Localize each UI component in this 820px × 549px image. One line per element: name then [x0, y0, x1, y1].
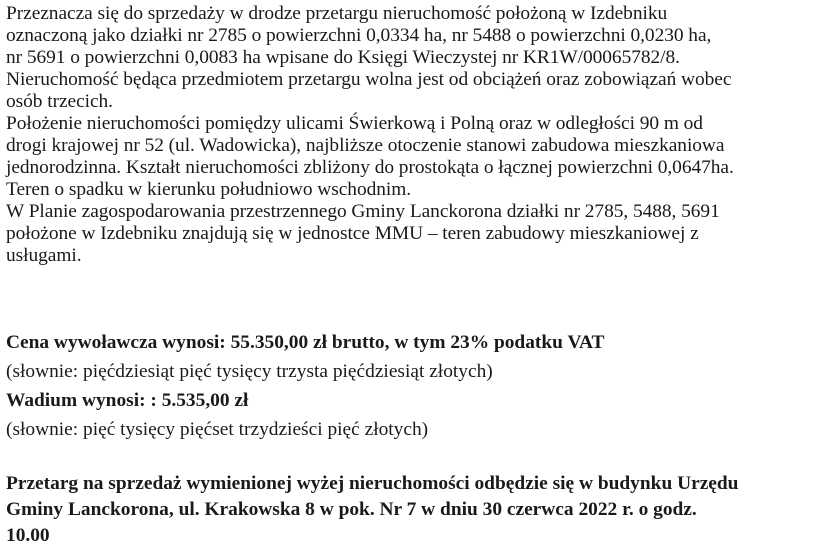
text-line: W Planie zagospodarowania przestrzennego Gminy Lanckorona działki nr 2785, 5488, 5691 — [6, 201, 720, 222]
deposit-in-words: (słownie: pięć tysięcy pięćset trzydzieści pięć złotych) — [6, 419, 429, 440]
deposit-amount: Wadium wynosi: : 5.535,00 zł — [6, 390, 249, 411]
starting-price-in-words: (słownie: pięćdziesiąt pięć tysięcy trzysta pięćdziesiąt złotych) — [6, 361, 493, 382]
auction-text-line: 10.00 — [6, 525, 50, 546]
property-location-paragraph — [6, 3, 818, 113]
starting-price: Cena wywoławcza wynosi: 55.350,00 zł brutto, w tym 23% podatku VAT — [6, 332, 605, 353]
property-surroundings-paragraph — [6, 113, 818, 201]
text-line: Przeznacza się do sprzedaży w drodze przetargu nieruchomość położoną w Izdebniku — [6, 3, 668, 24]
text-line: Teren o spadku w kierunku południowo wschodnim. — [6, 179, 412, 200]
text-line: nr 5691 o powierzchni 0,0083 ha wpisane do Księgi Wieczystej nr KR1W/00065782/8. — [6, 47, 680, 68]
text-line: drogi krajowej nr 52 (ul. Wadowicka), najbliższe otoczenie stanowi zabudowa mieszkaniowa — [6, 135, 725, 156]
auction-text-line: Przetarg na sprzedaż wymienionej wyżej nieruchomości odbędzie się w budynku Urzędu — [6, 473, 739, 494]
zoning-plan-paragraph — [6, 201, 818, 267]
property-description — [6, 3, 818, 267]
text-line: osób trzecich. — [6, 91, 113, 112]
text-line: położone w Izdebniku znajdują się w jednostce MMU – teren zabudowy mieszkaniowej z — [6, 223, 699, 244]
auction-details — [6, 471, 818, 549]
text-line: Położenie nieruchomości pomiędzy ulicami Świerkową i Polną oraz w odległości 90 m od — [6, 113, 703, 134]
text-line: jednorodzinna. Kształt nieruchomości zbliżony do prostokąta o łącznej powierzchni 0,0647ha. — [6, 157, 734, 178]
pricing-section — [6, 328, 818, 444]
text-line: Nieruchomość będąca przedmiotem przetargu wolna jest od obciążeń oraz zobowiązań wobec — [6, 69, 732, 90]
text-line: usługami. — [6, 245, 82, 266]
text-line: oznaczoną jako działki nr 2785 o powierzchni 0,0334 ha, nr 5488 o powierzchni 0,0230 ha, — [6, 25, 712, 46]
auction-text-line: Gminy Lanckorona, ul. Krakowska 8 w pok. Nr 7 w dniu 30 czerwca 2022 r. o godz. — [6, 499, 697, 520]
